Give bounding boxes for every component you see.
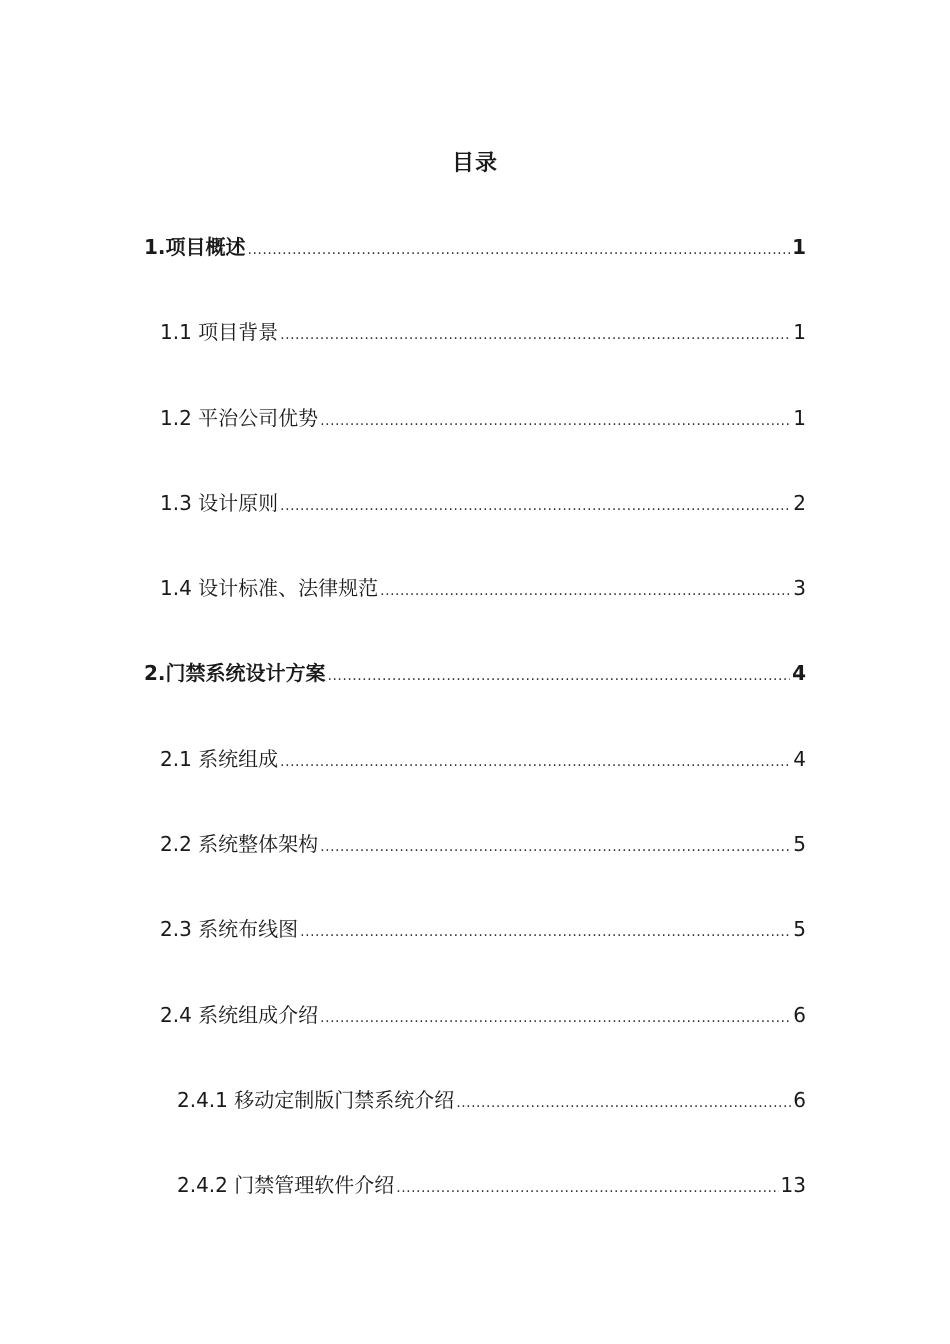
toc-dot-leader [248,232,791,268]
toc-entry-text: 2.4.1 移动定制版门禁系统介绍 [177,1087,455,1112]
toc-dot-leader [396,1170,778,1206]
toc-entry-text: 2.1 系统组成 [160,746,279,771]
toc-entry-text: 1.2 平治公司优势 [160,405,319,430]
toc-dot-leader [280,744,791,780]
toc-page-number: 4 [792,661,806,686]
toc-dot-leader [328,658,791,694]
toc-page-number: 1 [793,320,806,345]
toc-entry[interactable] [0,229,950,314]
toc-page-number: 3 [793,576,806,601]
toc-entry-text: 2.门禁系统设计方案 [144,661,326,686]
toc-entry-text: 2.4.2 门禁管理软件介绍 [177,1173,395,1198]
toc-entry-text: 1.3 设计原则 [160,490,279,515]
toc-entry[interactable] [0,741,950,826]
toc-dot-leader [300,914,791,950]
toc-entry[interactable] [0,1082,950,1167]
toc-entry-text: 1.1 项目背景 [160,320,279,345]
toc-dot-leader [380,573,791,609]
toc-entry[interactable] [0,314,950,399]
toc-entry-text: 1.项目概述 [144,235,246,259]
toc-page-number: 4 [793,746,806,771]
toc-dot-leader [320,829,791,865]
toc-entry[interactable] [0,485,950,570]
toc-page-number: 13 [780,1173,806,1198]
toc-page-number: 6 [793,1002,806,1027]
toc-page-number: 5 [793,917,806,942]
toc-entry-text: 2.4 系统组成介绍 [160,1002,319,1027]
toc-entry[interactable] [0,655,950,740]
toc-entry[interactable] [0,1167,950,1252]
toc-entry-text: 2.2 系统整体架构 [160,832,319,857]
toc-dot-leader [320,403,791,439]
toc-dot-leader [320,1000,791,1036]
toc-dot-leader [280,488,791,524]
toc-title: 目录 [451,151,498,176]
toc-page-number: 1 [792,235,806,259]
toc-page-number: 1 [793,405,806,430]
toc-list [0,229,950,1253]
toc-entry-text: 2.3 系统布线图 [160,917,299,942]
toc-dot-leader [456,1085,791,1121]
toc-page-number: 2 [793,490,806,515]
toc-entry[interactable] [0,997,950,1082]
toc-entry[interactable] [0,570,950,655]
toc-dot-leader [280,317,791,353]
toc-entry[interactable] [0,400,950,485]
toc-entry-text: 1.4 设计标准、法律规范 [160,576,379,601]
toc-page-number: 5 [793,832,806,857]
toc-entry[interactable] [0,826,950,911]
toc-entry[interactable] [0,911,950,996]
toc-page-number: 6 [793,1087,806,1112]
